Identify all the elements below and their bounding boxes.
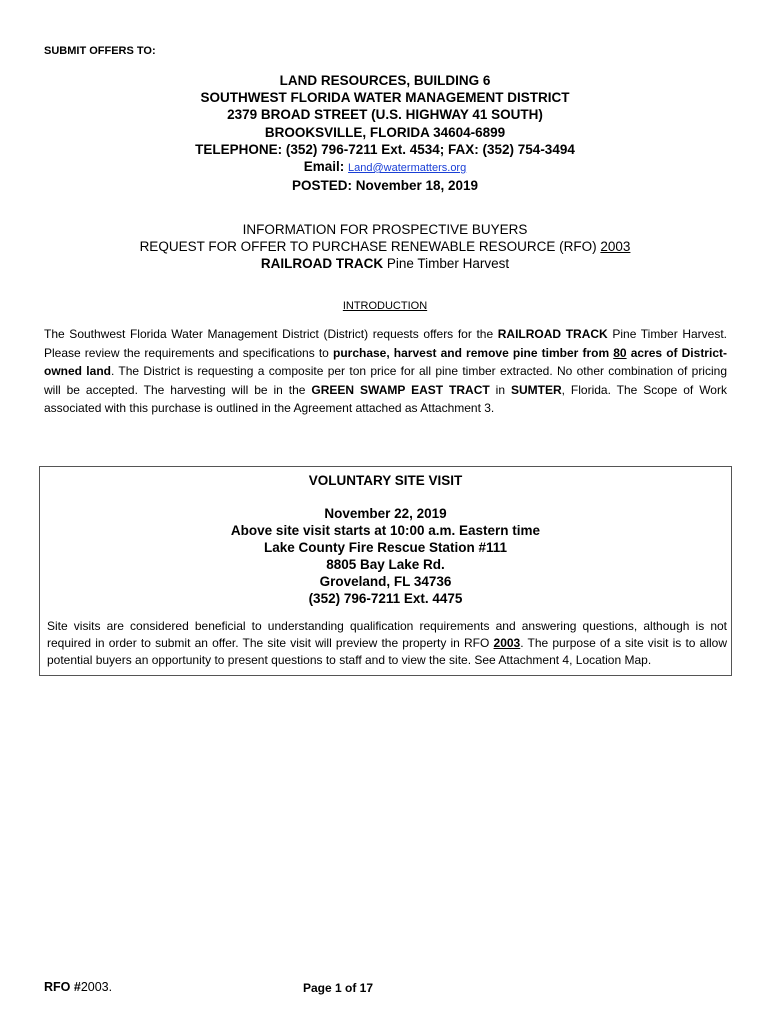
- site-visit-date: November 22, 2019: [324, 506, 447, 521]
- site-visit-location: Lake County Fire Rescue Station #111: [263, 540, 508, 555]
- intro-text-3: . The District is requesting a composite per ton price for all pine timber extracted. No other combination of pricing will be accepted. The harvesting will be in the: [44, 364, 727, 397]
- rfo-title: [0, 238, 770, 255]
- site-visit-text-2: . The purpose of a site visit is to allow potential buyers an opportunity to present questions to staff and to view the site. See Attachment 4, Location Map.: [47, 636, 728, 667]
- intro-text-1: The Southwest Florida Water Management District (District) requests offers for the: [44, 327, 498, 341]
- intro-tract: GREEN SWAMP EAST TRACT: [311, 382, 490, 397]
- intro-harvest-name: RAILROAD TRACK: [497, 327, 608, 341]
- email-link[interactable]: Land@watermatters.org: [348, 162, 467, 175]
- email-label: Email:: [303, 159, 345, 175]
- page-number: Page 1 of 17: [303, 981, 374, 995]
- site-visit-time: Above site visit starts at 10:00 a.m. Eastern time: [230, 523, 541, 538]
- rfo-number: 2003: [600, 239, 631, 254]
- site-visit-rfo-number: 2003: [493, 636, 521, 650]
- department-line: LAND RESOURCES, BUILDING 6: [279, 73, 491, 88]
- intro-text-5: , Florida. The Scope of Work associated with this purchase is outlined in the Agreement attached as Attachment 3.: [44, 382, 727, 415]
- site-visit-street: 8805 Bay Lake Rd.: [326, 557, 445, 572]
- site-visit-phone: (352) 796-7211 Ext. 4475: [308, 591, 463, 606]
- harvest-title: [0, 255, 770, 272]
- posted-date: POSTED: November 18, 2019: [291, 178, 479, 194]
- phone-fax-line: TELEPHONE: (352) 796-7211 Ext. 4534; FAX: (352) 754-3494: [195, 141, 575, 157]
- intro-purchase-text: purchase, harvest and remove pine timber from: [332, 345, 614, 360]
- info-title: INFORMATION FOR PROSPECTIVE BUYERS: [242, 222, 528, 237]
- organization-line: SOUTHWEST FLORIDA WATER MANAGEMENT DISTRICT: [200, 90, 570, 106]
- intro-county: SUMTER: [510, 382, 562, 397]
- footer-rfo-label: RFO #: [44, 980, 81, 994]
- site-visit-details: [40, 505, 731, 607]
- site-visit-city: Groveland, FL 34736: [319, 574, 452, 589]
- site-visit-box: [39, 466, 732, 676]
- rfo-title-text: REQUEST FOR OFFER TO PURCHASE RENEWABLE RESOURCE (RFO): [139, 239, 601, 254]
- footer-rfo: [44, 980, 112, 994]
- footer-rfo-value: 2003.: [80, 980, 113, 994]
- introduction-heading: INTRODUCTION: [342, 300, 428, 312]
- intro-acres: 80: [613, 345, 627, 360]
- street-line: 2379 BROAD STREET (U.S. HIGHWAY 41 SOUTH): [227, 107, 543, 123]
- address-block: [0, 72, 770, 194]
- city-line: BROOKSVILLE, FLORIDA 34604-6899: [264, 124, 506, 140]
- info-heading-block: [0, 221, 770, 272]
- intro-land-text: acres of District-owned land: [44, 345, 727, 378]
- submit-offers-label: SUBMIT OFFERS TO:: [44, 45, 156, 57]
- intro-text-2: Pine Timber Harvest. Please review the requirements and specifications to: [44, 327, 727, 360]
- site-visit-paragraph: [47, 618, 727, 669]
- intro-text-4: in: [489, 382, 511, 397]
- harvest-type: Pine Timber Harvest: [383, 256, 510, 271]
- harvest-name: RAILROAD TRACK: [260, 256, 384, 271]
- site-visit-title: VOLUNTARY SITE VISIT: [308, 473, 463, 488]
- introduction-paragraph: [44, 325, 727, 418]
- site-visit-text-1: Site visits are considered beneficial to understanding qualification requirements and answering questions, although is not required in order to submit an offer. The site visit will preview the property in RFO: [47, 619, 727, 650]
- email-line: [0, 158, 770, 177]
